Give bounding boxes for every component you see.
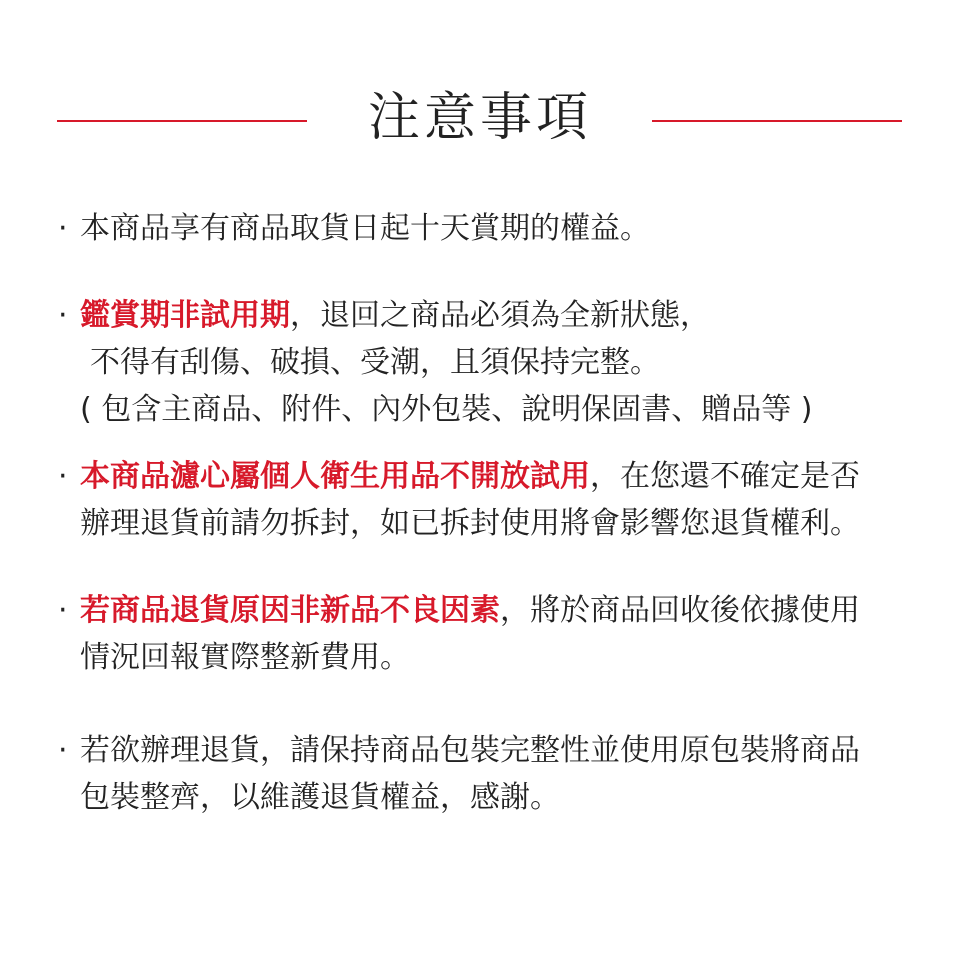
note-item [58,453,928,547]
note-item [58,727,928,821]
note-line [80,292,928,339]
note-line: 包裝整齊，以維護退貨權益，感謝。 [80,780,560,815]
note-item [58,587,928,681]
note-line [80,453,928,500]
notes-list [58,205,928,821]
note-item [58,292,928,433]
bullet-dot: · [58,733,68,768]
note-item [58,205,928,252]
title-divider-right [652,120,902,122]
note-line [80,587,928,634]
note-line: 不得有刮傷、破損、受潮，且須保持完整。 [90,345,660,380]
note-text: ，退回之商品必須為全新狀態， [290,298,710,333]
note-highlight: 本商品濾心屬個人衛生用品不開放試用 [80,459,590,494]
note-line: 若欲辦理退貨，請保持商品包裝完整性並使用原包裝將商品 [80,733,860,768]
title-row [0,78,960,158]
note-line: 本商品享有商品取貨日起十天賞期的權益。 [80,211,650,246]
note-highlight: 鑑賞期非試用期 [80,298,290,333]
bullet-dot: · [58,459,68,494]
note-line: 辦理退貨前請勿拆封，如已拆封使用將會影響您退貨權利。 [80,506,860,541]
note-highlight: 若商品退貨原因非新品不良因素 [80,593,500,628]
bullet-dot: · [58,211,68,246]
note-line: 情況回報實際整新費用。 [80,640,410,675]
note-text: ，在您還不確定是否 [590,459,860,494]
bullet-dot: · [58,298,68,333]
note-text: ，將於商品回收後依據使用 [500,593,860,628]
page-title: 注意事項 [367,88,592,148]
bullet-dot: · [58,593,68,628]
note-line: ( 包含主商品、附件、內外包裝、說明保固書、贈品等 ) [80,392,813,427]
